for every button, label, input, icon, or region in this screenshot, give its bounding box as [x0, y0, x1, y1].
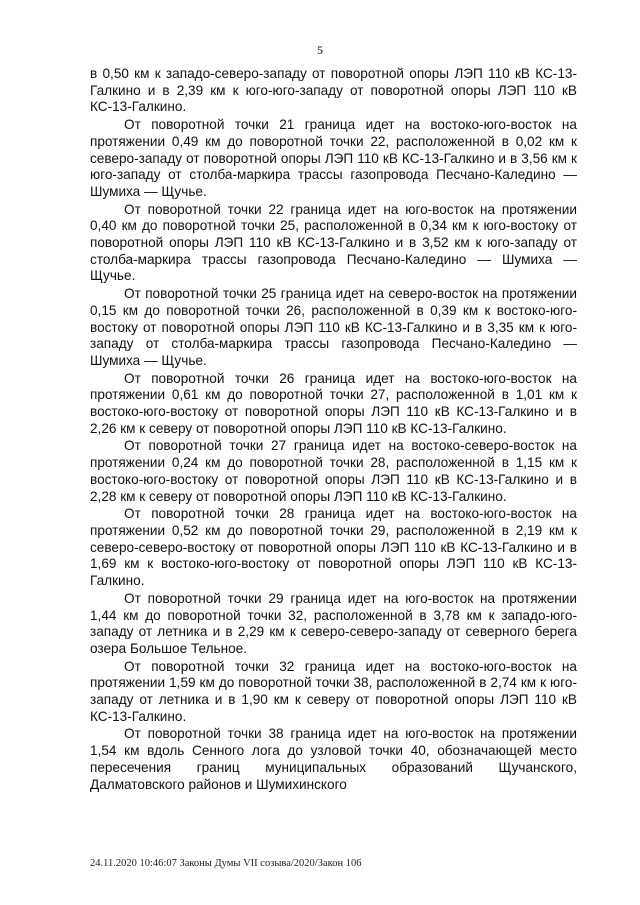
paragraph: От поворотной точки 28 граница идет на востоко-юго-восток на протяжении 0,52 км до поворотной точки 29, расположенной в 2,19 км к северо-северо-востоку от поворотной опоры ЛЭП 110 кВ КС-13-Галкино и в 1,69 км к востоко-юго-востоку от поворотной опоры ЛЭП 110 кВ КС-13-Галкино.: [90, 506, 577, 589]
paragraph: От поворотной точки 27 граница идет на востоко-северо-восток на протяжении 0,24 км до поворотной точки 28, расположенной в 1,15 км к востоко-юго-востоку от поворотной опоры ЛЭП 110 кВ КС-13-Галкино и в 2,28 км к северу от поворотной опоры ЛЭП 110 кВ КС-13-Галкино.: [90, 438, 577, 504]
paragraph: От поворотной точки 21 граница идет на востоко-юго-восток на протяжении 0,49 км до поворотной точки 22, расположенной в 0,02 км к северо-западу от поворотной опоры ЛЭП 110 кВ КС-13-Галкино и в 3,56 км к юго-западу от столба-маркира трассы газопровода Песчано-Каледино — Шумиха — Щучье.: [90, 117, 577, 199]
page-number: 5: [317, 43, 323, 57]
paragraph: в 0,50 км к западо-северо-западу от поворотной опоры ЛЭП 110 кВ КС-13-Галкино и в 2,39 км к юго-юго-западу от поворотной опоры ЛЭП 110 кВ КС-13-Галкино.: [90, 66, 577, 115]
paragraph: От поворотной точки 38 граница идет на юго-восток на протяжении 1,54 км вдоль Сенного лога до узловой точки 40, обозначающей место пересечения границ муниципальных образований Щучанского, Далматовского районов и Шумихинского: [90, 726, 577, 792]
paragraph: От поворотной точки 22 граница идет на юго-восток на протяжении 0,40 км до поворотной точки 25, расположенной в 0,34 км к юго-востоку от поворотной опоры ЛЭП 110 кВ КС-13-Галкино и в 3,52 км к юго-западу от столба-маркира трассы газопровода Песчано-Каледино — Шумиха — Щучье.: [90, 201, 577, 284]
document-footer: 24.11.2020 10:46:07 Законы Думы VII созыва/2020/Закон 106: [90, 858, 362, 869]
document-body: [90, 66, 577, 794]
paragraph: От поворотной точки 26 граница идет на востоко-юго-восток на протяжении 0,61 км до поворотной точки 27, расположенной в 1,01 км к востоко-юго-востоку от поворотной опоры ЛЭП 110 кВ КС-13-Галкино и в 2,26 км к северу от поворотной опоры ЛЭП 110 кВ КС-13-Галкино.: [90, 370, 577, 436]
paragraph: От поворотной точки 29 граница идет на юго-восток на протяжении 1,44 км до поворотной точки 32, расположенной в 3,78 км к западо-юго-западу от летника и в 2,29 км к северо-северо-западу от северного берега озера Большое Тельное.: [90, 590, 577, 656]
paragraph: От поворотной точки 25 граница идет на северо-восток на протяжении 0,15 км до поворотной точки 26, расположенной в 0,39 км к востоко-юго-востоку от поворотной опоры ЛЭП 110 кВ КС-13-Галкино и в 3,35 км к юго-западу от столба-маркира трассы газопровода Песчано-Каледино — Шумиха — Щучье.: [90, 286, 577, 368]
paragraph: От поворотной точки 32 граница идет на востоко-юго-восток на протяжении 1,59 км до поворотной точки 38, расположенной в 2,74 км к юго-западу от летника и в 1,90 км к северу от поворотной опоры ЛЭП 110 кВ КС-13-Галкино.: [90, 658, 577, 724]
